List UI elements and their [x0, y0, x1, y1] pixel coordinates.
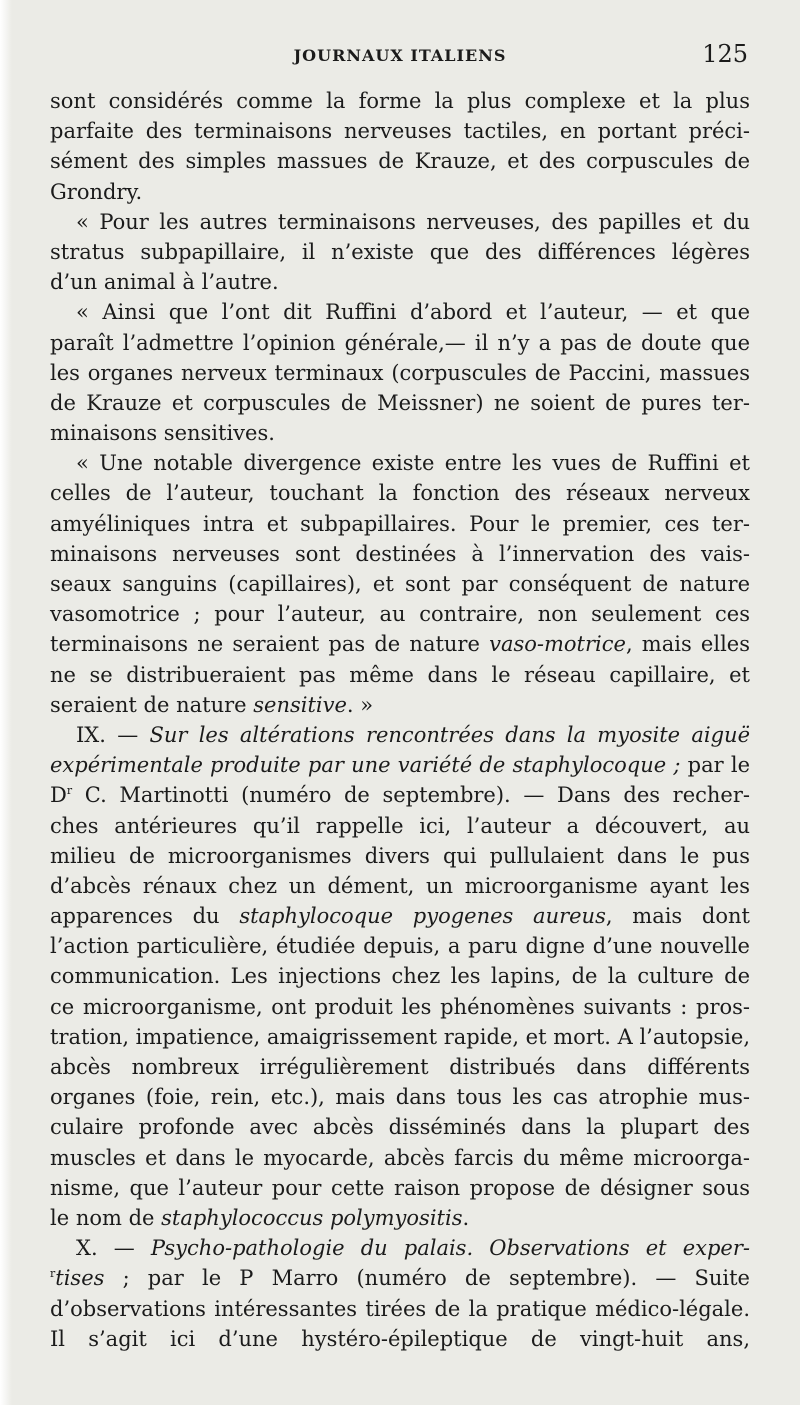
- text-line: [50, 780, 750, 810]
- text-line: [50, 599, 750, 629]
- text-run: minaisons nerveuses sont destinées à l’innervation des vais-: [50, 541, 750, 566]
- text-line: [50, 1203, 750, 1233]
- text-run: ches antérieures qu’il rappelle ici, l’auteur a découvert, au: [50, 813, 750, 838]
- text-run: « Une notable divergence existe entre les vues de Ruffini et: [76, 451, 750, 476]
- page-header: [50, 40, 750, 74]
- text-run: minaisons sensitives.: [50, 421, 275, 446]
- text-run: sément des simples massues de Krauze, et des corpuscules de: [50, 149, 750, 174]
- text-run: milieu de microorganismes divers qui pullulaient dans le pus: [50, 843, 750, 868]
- superscript: r: [50, 1267, 56, 1281]
- text-line: [50, 1143, 750, 1173]
- text-line: [50, 177, 750, 207]
- text-run: le nom de: [50, 1205, 162, 1230]
- text-run: les organes nerveux terminaux (corpuscules de Paccini, massues: [50, 360, 750, 385]
- text-line: [50, 328, 750, 358]
- text-line: [50, 237, 750, 267]
- text-line: [50, 297, 750, 327]
- text-line: [50, 1112, 750, 1142]
- text-line: [50, 86, 750, 116]
- text-run: organes (foie, rein, etc.), mais dans tous les cas atrophie mus-: [50, 1085, 750, 1110]
- text-run: tration, impatience, amaigrissement rapide, et mort. A l’autopsie,: [50, 1024, 751, 1049]
- italic-run: tises: [55, 1266, 105, 1291]
- text-run: C. Martinotti (numéro de septembre). — Dans des recher-: [72, 783, 750, 808]
- text-run: « Pour les autres terminaisons nerveuses, des papilles et du: [76, 209, 750, 234]
- text-run: de Krauze et corpuscules de Meissner) ne soient de pures ter-: [50, 390, 750, 415]
- text-line: [50, 992, 750, 1022]
- text-line: [50, 388, 750, 418]
- italic-run: Psycho-pathologie du palais. Observations et exper-: [150, 1236, 750, 1261]
- text-line: [50, 1022, 750, 1052]
- text-line: [50, 931, 750, 961]
- text-line: [50, 1173, 750, 1203]
- text-line: [50, 901, 750, 931]
- text-run: par le: [680, 753, 750, 778]
- text-run: IX. —: [76, 722, 150, 747]
- text-line: [50, 811, 750, 841]
- running-title: JOURNAUX ITALIENS: [293, 46, 507, 65]
- text-line: [50, 720, 750, 750]
- text-line: [50, 871, 750, 901]
- text-run: ne se distribueraient pas même dans le réseau capillaire, et: [50, 662, 750, 687]
- text-run: ; par le P: [104, 1266, 254, 1291]
- text-line: [50, 478, 750, 508]
- text-run: communication. Les injections chez les lapins, de la culture de: [50, 964, 750, 989]
- text-line: [50, 961, 750, 991]
- text-run: Marro (numéro de septembre). — Suite: [253, 1266, 750, 1291]
- text-line: [50, 750, 750, 780]
- text-line: [50, 1082, 750, 1112]
- text-line: [50, 1324, 750, 1354]
- italic-run: expérimentale produite par une variété de staphylocoque ;: [50, 753, 681, 778]
- text-line: [50, 1052, 750, 1082]
- text-line: [50, 629, 750, 659]
- text-run: l’action particulière, étudiée depuis, a paru digne d’une nouvelle: [50, 934, 750, 959]
- italic-run: Sur les altérations rencontrées dans la myosite aiguë: [149, 722, 750, 747]
- italic-run: vaso-motrice: [489, 632, 626, 657]
- text-run: , mais elles: [625, 632, 750, 657]
- text-line: [50, 418, 750, 448]
- text-line: [50, 690, 750, 720]
- text-line: [50, 509, 750, 539]
- text-line: [50, 660, 750, 690]
- text-line: [50, 448, 750, 478]
- text-run: . »: [346, 692, 374, 717]
- italic-run: sensitive: [253, 692, 347, 717]
- body-text: [50, 86, 750, 1354]
- text-run: , mais dont: [605, 904, 750, 929]
- text-run: sont considérés comme la forme la plus complexe et la plus: [50, 89, 750, 113]
- text-run: Grondry.: [50, 179, 143, 204]
- italic-run: staphylocoque pyogenes aureus: [239, 904, 606, 929]
- text-run: d’abcès rénaux chez un dément, un microorganisme ayant les: [50, 873, 750, 898]
- text-line: [50, 267, 750, 297]
- text-run: d’un animal à l’autre.: [50, 270, 279, 295]
- text-line: [50, 569, 750, 599]
- text-run: Il s’agit ici d’une hystéro-épileptique de vingt-huit ans,: [50, 1326, 750, 1351]
- text-run: parfaite des terminaisons nerveuses tactiles, en portant préci-: [50, 119, 750, 144]
- text-run: celles de l’auteur, touchant la fonction des réseaux nerveux: [50, 481, 750, 506]
- text-run: D: [50, 783, 67, 808]
- page-number: 125: [702, 40, 748, 68]
- text-run: terminaisons ne seraient pas de nature: [50, 632, 490, 657]
- text-run: seraient de nature: [50, 692, 254, 717]
- text-run: vasomotrice ; pour l’auteur, au contraire, non seulement ces: [50, 602, 750, 627]
- italic-run: staphylococcus polymyositis: [161, 1205, 463, 1230]
- text-line: [50, 116, 750, 146]
- text-run: stratus subpapillaire, il n’existe que des différences légères: [50, 239, 750, 264]
- text-run: paraît l’admettre l’opinion générale,— il n’y a pas de doute que: [50, 330, 750, 355]
- superscript: r: [66, 784, 73, 798]
- text-run: apparences du: [50, 904, 240, 929]
- text-line: [50, 1263, 750, 1293]
- text-line: [50, 1233, 750, 1263]
- text-line: [50, 146, 750, 176]
- text-run: ce microorganisme, ont produit les phénomènes suivants : pros-: [50, 994, 750, 1019]
- page-edge: [0, 0, 12, 1405]
- text-line: [50, 841, 750, 871]
- text-run: muscles et dans le myocarde, abcès farcis du même microorga-: [50, 1145, 750, 1170]
- text-line: [50, 358, 750, 388]
- text-run: X. —: [76, 1236, 151, 1261]
- text-run: « Ainsi que l’ont dit Ruffini d’abord et l’auteur, — et que: [76, 300, 750, 325]
- text-run: amyéliniques intra et subpapillaires. Pour le premier, ces ter-: [50, 511, 750, 536]
- text-run: seaux sanguins (capillaires), et sont par conséquent de nature: [50, 572, 750, 596]
- text-line: [50, 1294, 750, 1324]
- text-run: d’observations intéressantes tirées de la pratique médico-légale.: [50, 1296, 750, 1321]
- text-run: culaire profonde avec abcès disséminés dans la plupart des: [50, 1115, 750, 1140]
- text-run: abcès nombreux irrégulièrement distribués dans différents: [50, 1055, 750, 1079]
- text-line: [50, 207, 750, 237]
- text-run: nisme, que l’auteur pour cette raison propose de désigner sous: [50, 1175, 750, 1200]
- text-run: .: [462, 1205, 470, 1230]
- text-line: [50, 539, 750, 569]
